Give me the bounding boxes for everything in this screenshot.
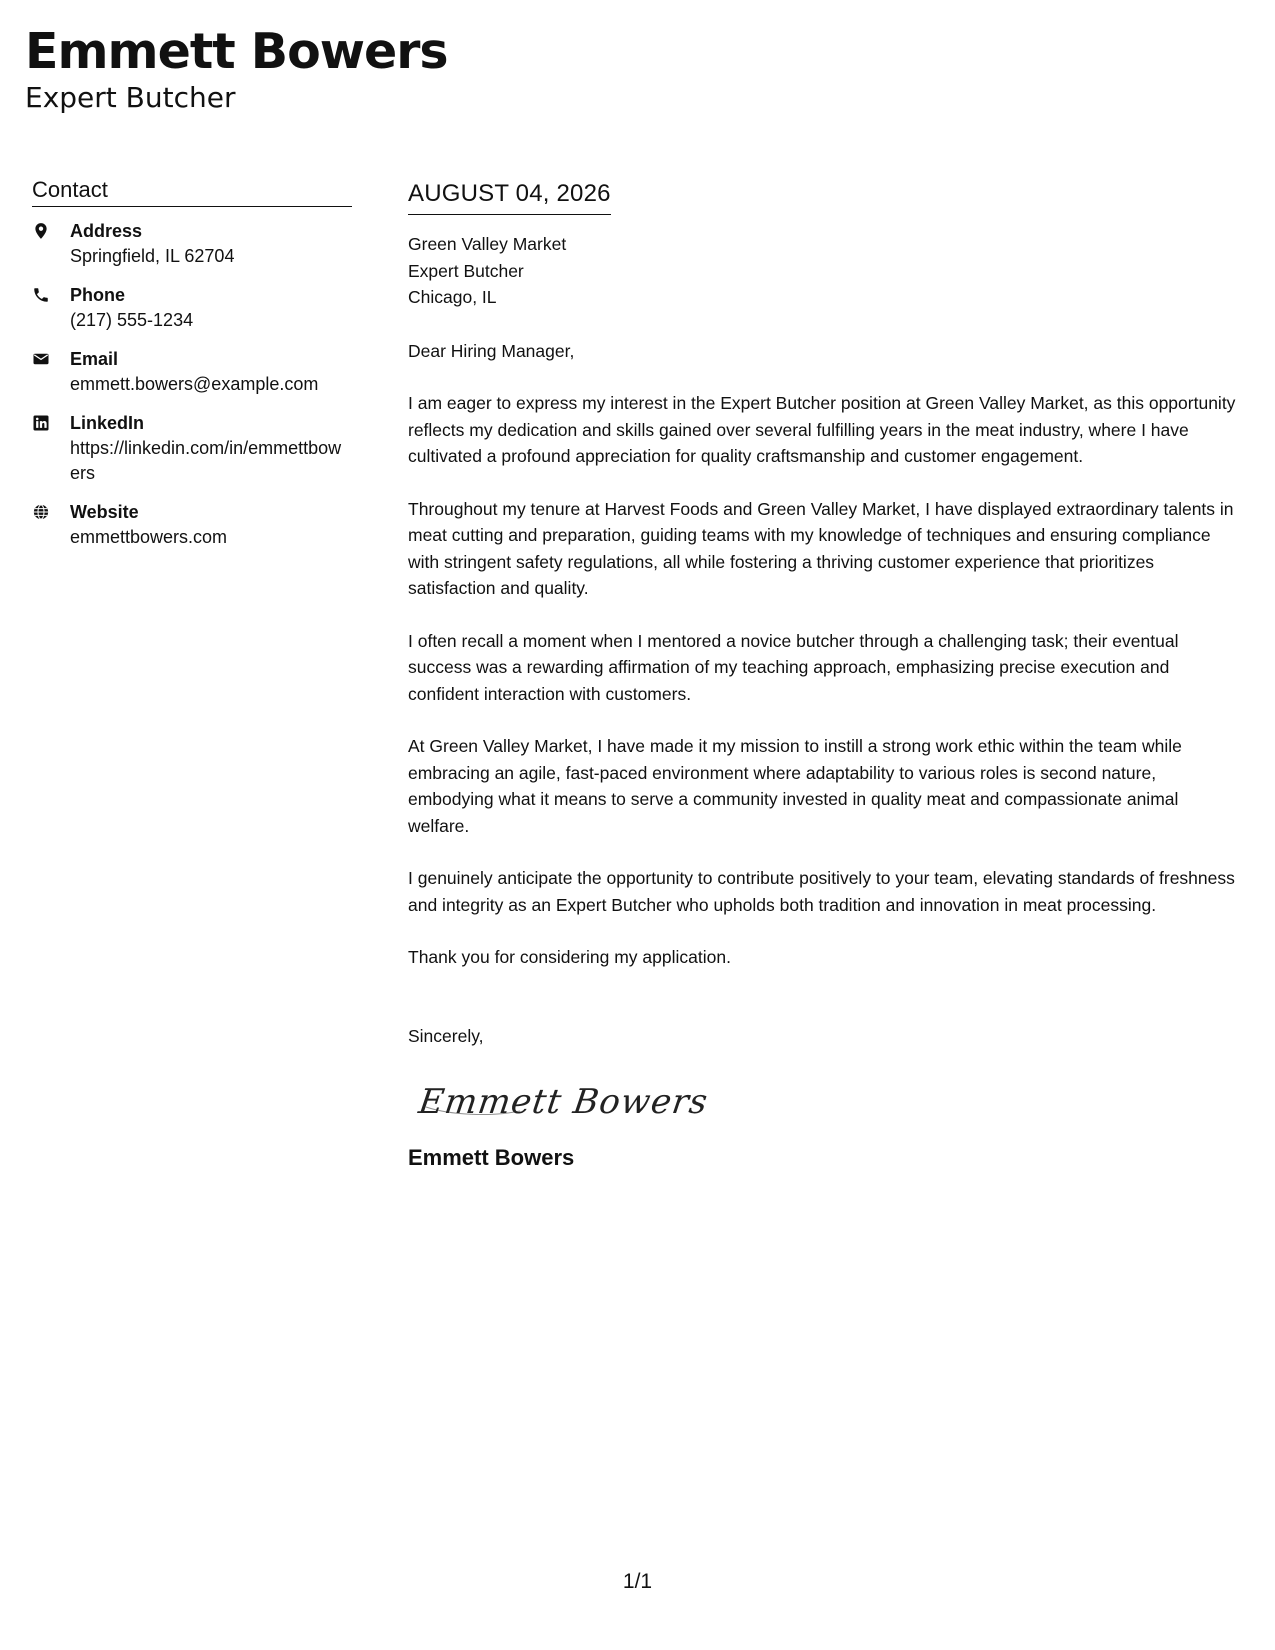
phone-icon xyxy=(32,283,70,304)
website-value[interactable]: emmettbowers.com xyxy=(70,527,228,547)
paragraph: I genuinely anticipate the opportunity to contribute positively to your team, elevating standards of freshness and integrity as an Expert Butcher who upholds both tradition and innovation in meat processing. xyxy=(408,868,1235,915)
contact-item-phone xyxy=(32,283,352,333)
contact-title: Contact xyxy=(32,176,352,207)
envelope-icon xyxy=(32,347,70,368)
contact-label: Email xyxy=(70,349,119,369)
recipient-block xyxy=(408,231,1243,311)
letter-date: AUGUST 04, 2026 xyxy=(408,176,611,215)
paragraph: I am eager to express my interest in the Expert Butcher position at Green Valley Market, as this opportunity reflects my dedication and skills gained over several fulfilling years in the meat industry, where I have cultivated a profound appreciation for quality craftsmanship and customer engagement. xyxy=(408,393,1236,466)
linkedin-value[interactable]: https://linkedin.com/in/emmettbowers xyxy=(70,438,342,483)
email-value[interactable]: emmett.bowers@example.com xyxy=(70,374,319,394)
contact-label: Website xyxy=(70,502,139,522)
paragraph: I often recall a moment when I mentored a novice butcher through a challenging task; their eventual success was a rewarding affirmation of my teaching approach, emphasizing precise execution and confident interaction with customers. xyxy=(408,630,1179,704)
recipient-company: Green Valley Market xyxy=(408,234,567,254)
contact-item-linkedin xyxy=(32,411,352,486)
contact-label: Address xyxy=(70,221,143,241)
contact-label: Phone xyxy=(70,285,126,305)
paragraph: Thank you for considering my application. xyxy=(408,947,731,967)
map-pin-icon xyxy=(32,219,70,240)
header xyxy=(25,22,448,114)
svg-text:Emmett Bowers: Emmett Bowers xyxy=(416,1082,711,1122)
applicant-role: Expert Butcher xyxy=(25,81,236,114)
signed-name: Emmett Bowers xyxy=(408,1145,575,1170)
applicant-name: Emmett Bowers xyxy=(25,23,448,80)
phone-value: (217) 555-1234 xyxy=(70,310,194,330)
contact-item-address xyxy=(32,219,352,269)
handwritten-signature xyxy=(416,1067,711,1137)
contact-sidebar xyxy=(32,176,352,564)
globe-icon xyxy=(32,500,70,521)
contact-item-website xyxy=(32,500,352,550)
recipient-location: Chicago, IL xyxy=(408,287,497,307)
address-value: Springfield, IL 62704 xyxy=(70,246,235,266)
paragraph: Throughout my tenure at Harvest Foods and Green Valley Market, I have displayed extraordinary talents in meat cutting and preparation, guiding teams with my knowledge of techniques and ensuring compliance with stringent safety regulations, all while fostering a thriving customer experience that prioritizes satisfaction and quality. xyxy=(408,498,1234,598)
paragraph: At Green Valley Market, I have made it my mission to instill a strong work ethic within the team while embracing an agile, fast-paced environment where adaptability to various roles is second nature, embodying what it means to serve a community invested in quality meat and compassionate animal welfare. xyxy=(408,736,1182,836)
closing: Sincerely, xyxy=(408,1025,484,1046)
salutation: Dear Hiring Manager, xyxy=(408,340,575,361)
contact-item-email xyxy=(32,347,352,397)
page-number: 1/1 xyxy=(622,1570,653,1593)
contact-label: LinkedIn xyxy=(70,413,145,433)
linkedin-icon xyxy=(32,411,70,432)
letter-body xyxy=(408,176,1243,1173)
recipient-position: Expert Butcher xyxy=(408,260,524,281)
